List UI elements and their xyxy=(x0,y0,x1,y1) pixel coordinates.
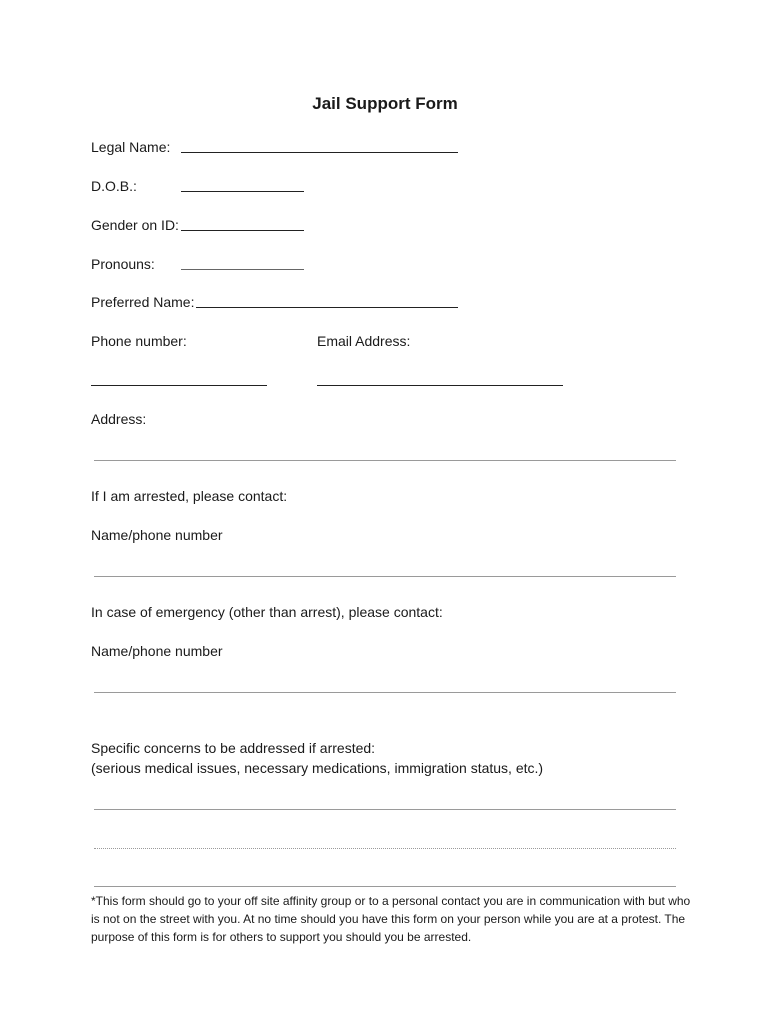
phone-label: Phone number: xyxy=(91,333,187,349)
arrest-name-phone-label: Name/phone number xyxy=(91,527,223,543)
arrest-contact-field[interactable] xyxy=(94,576,676,577)
gender-field[interactable] xyxy=(181,230,304,231)
phone-field[interactable] xyxy=(91,385,267,386)
concerns-field-line-2[interactable] xyxy=(94,848,676,849)
email-label: Email Address: xyxy=(317,333,411,349)
arrest-contact-label: If I am arrested, please contact: xyxy=(91,488,288,504)
address-label: Address: xyxy=(91,411,147,427)
concerns-examples: (serious medical issues, necessary medications, immigration status, etc.) xyxy=(91,760,544,776)
address-field[interactable] xyxy=(94,460,676,461)
concerns-label: Specific concerns to be addressed if arrested: xyxy=(91,740,376,756)
concerns-field-line-1[interactable] xyxy=(94,809,676,810)
preferred-name-label: Preferred Name: xyxy=(91,294,195,310)
preferred-name-field[interactable] xyxy=(196,307,458,308)
emergency-name-phone-label: Name/phone number xyxy=(91,643,223,659)
legal-name-field[interactable] xyxy=(181,152,458,153)
dob-field[interactable] xyxy=(181,191,304,192)
form-title: Jail Support Form xyxy=(312,94,458,113)
emergency-contact-label: In case of emergency (other than arrest), please contact: xyxy=(91,604,443,620)
legal-name-label: Legal Name: xyxy=(91,139,171,155)
dob-label: D.O.B.: xyxy=(91,178,137,194)
footnote xyxy=(91,892,691,946)
footnote-text: *This form should go to your off site affinity group or to a personal contact you are in communication with but who is not on the street with you. At no time should you have this form on your person while you are at a protest. The purpose of this form is for others to support you should you be arrested. xyxy=(91,894,691,944)
gender-label: Gender on ID: xyxy=(91,217,179,233)
pronouns-label: Pronouns: xyxy=(91,256,155,272)
emergency-contact-field[interactable] xyxy=(94,692,676,693)
email-field[interactable] xyxy=(317,385,563,386)
concerns-field-line-3[interactable] xyxy=(94,886,676,887)
pronouns-field[interactable] xyxy=(181,269,304,270)
